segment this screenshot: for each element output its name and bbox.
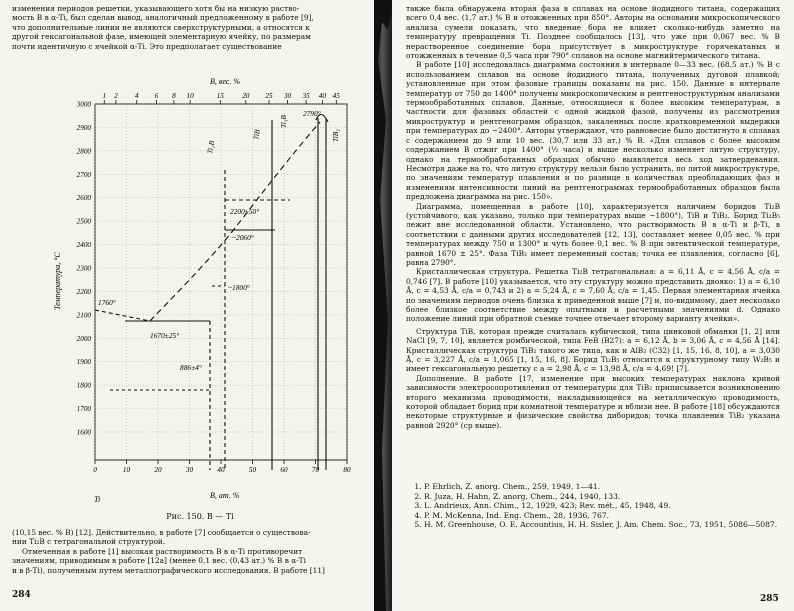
y-tick-label: 1900 [76,358,91,367]
left-top-text [12,4,362,51]
y-axis-ticks [76,101,92,437]
y-tick-label: 2700 [76,170,91,179]
top-tick-label: 40 [318,92,326,100]
paragraph: В работе [10] исследовалась диаграмма состояния в интервале 0—33 вес. (68,5 ат.) % B с использованием сплавов на основе йодидного титана, полученных дуговой плавкой; установленные при этом фазовые границы показаны на рис. 150. Данные в интервале температур от 750 до 1400° получены микроскопическим и рентгеноструктурным анализами термообработанных сплавов. Данные, относящиеся к более высоким температурам, в частности для фазовых областей с одной жидкой фазой, получены из рассмотрения микроструктур и рентгенограмм образцов, закаленных после кратковременной выдержки при температурах до ~2400°. Авторы утверждают, что равновесие было достигнуто в сплавах с содержанием до 9 или 10 вес. (30,7 или 33 ат.) % B. «Для сплавов с более высоким содержанием B отжиг при 1400° (½ часа) и выше несколько изменяет литую структуру, однако на термообработанных образцах обычно выявляется весь ход затвердевания. Несмотря даже на то, что литую структуру нельзя было устранить, по литой микроструктуре, по значениям температур плавления и по разнице в количествах преобладающих фаз и изменениям интенсивности линий на рентгенограммах термообработанных образцов была предложена диаграмма на рис. 150». [406,60,780,202]
top-tick-label: 15 [216,92,224,100]
top-tick-label: 45 [332,92,340,100]
text-line: (10,15 вес. % B) [12]. Действительно, в работе [7] сообщается о существова- [12,528,311,537]
y-tick-label: 1800 [76,381,91,390]
y-tick-label: 1700 [76,405,91,414]
x-tick-label: 70 [311,466,320,474]
x-tick-label: 50 [248,466,257,474]
top-tick-label: 30 [283,92,292,100]
reference-item: 2. R. Juza, H. Hahn, Z. anorg. Chem., 244, 1940, 133. [424,492,780,502]
text-line: нии Ti₂B с тетрагональной структурой. [12,537,166,547]
phase-diagram [20,70,366,510]
text-line: изменения периодов решетки, указывающего хотя бы на низкую раство- [12,4,300,13]
y-tick-label: 2100 [76,311,91,320]
top-tick-label: 20 [242,92,250,100]
paragraph: Диаграмма, помещенная в работе [10], характеризуется наличием боридов Ti₂B (устойчивого, как указано, только при температурах выше ~1800°), TiB и TiB₂. Борид Ti₂B₅ лежит вне исследованной области. Установлено, что растворимость B в α-Ti и β-Ti, в соответствии с данными других исследователей [12, 13], составляет менее 0,05 вес. % при температурах между 750 и 1300° и чуть более 0,1 вес. % B при эвтектической температуре, равной 1670 ± 25°. Фаза TiB₂ имеет переменный состав; точка ее плавления, согласно [6], равна 2790°. [406,201,780,267]
y-tick-label: 2800 [76,147,91,156]
x-tick-label: 0 [93,466,97,474]
top-tick-label: 25 [265,92,273,100]
label-ti3b: Ti₃B [279,115,288,128]
x-axis-ti-label: Ti [94,495,101,504]
y-tick-label: 2400 [76,241,91,250]
x-axis-ticks [93,460,351,474]
label-2790: 2790° [303,109,321,118]
x-tick-label: 40 [217,466,225,474]
top-tick-label: 6 [154,92,159,100]
y-tick-label: 1600 [76,428,91,437]
y-tick-label: 2600 [76,194,91,203]
y-tick-label: 3000 [76,100,91,109]
label-1670: 1670±25° [150,331,180,340]
top-tick-label: 8 [172,92,176,100]
y-tick-label: 2900 [76,123,91,132]
text-line: и в β-Ti), полученным путем металлографического исследования. В работе [11] [12,565,325,575]
label-1800: ~1800° [228,283,250,292]
y-axis-title: Температура, °C [53,252,62,310]
top-tick-label: 2 [114,92,118,100]
top-tick-label: 35 [302,92,310,100]
x-tick-label: 10 [122,466,131,474]
label-2060: ~2060° [232,233,254,242]
label-ti2b: Ti₂B [205,140,217,155]
page-number-right: 285 [760,594,779,604]
phase-lines [95,114,328,470]
x-axis-title: B, ат. % [210,491,240,500]
y-tick-label: 2300 [76,264,91,273]
top-axis-title: B, вес. % [210,77,241,86]
text-line: что дополнительные линии не являются сверхструктурными, а относятся к [12,22,310,32]
figure-caption: Рис. 150. B — Ti [166,512,234,521]
x-tick-label: 20 [154,466,162,474]
x-tick-label: 60 [280,466,288,474]
paragraph: Дополнение. В работе [17, изменение при высоких температурах наклона кривой зависимости электросопротивления от температуры для TiB₂ приписывается возникновению второго механизма проводимости, накладывающейся на металлическую проводимость, которой обладает борид при комнатной температуре и вблизи нее. В работе [18] обсуждаются некоторые структурные и физические свойства диборидов; точка плавления TiB₂ указана равной 2920° (ср выше). [406,373,780,430]
paragraph: Структура TiB, которая прежде считалась кубической, типа цинковой обманки [1, 2] или NaCl [9, 7, 10], является ромбической, типа FeB (B27): a = 6,12 Å, b = 3,06 Å, c = 4,56 Å [14]. Кристаллическая структура TiB₂ такого же типа, как и AlB₂ (C32) [1, 15, 16, 8, 10], a = 3,030 Å, c = 3,227 Å, c/a = 1,065 [1, 15, 16, 8]. Борид Ti₂B₅ относится к структурному типу W₂B₅ и имеет гексагональную решетку с a = 2,98 Å, c = 13,98 Å, c/a = 4,69! [7]. [406,326,780,374]
y-tick-label: 2000 [76,334,91,343]
label-886: 886±4° [180,363,202,372]
liquidus-left [95,310,150,321]
paragraph: также была обнаружена вторая фаза в сплавах на основе йодидного титана, содержащих всего 0,4 вес. (1,7 ат.) % B и отожженных при 850°. Авторы на основании микроскопического анализа сумели показать, что введение бора не влияет сколько-нибудь заметно на температуру превращения Ti. Позднее сообщалось [13], что уже при 0,067 вес. % B нерастворенное соединение бора присутствует в микроструктуре горячекатаных и отожженных в течение 0,5 часа при 790° сплавов на основе магнийтермического титана. [406,4,780,61]
x-tick-label: 80 [343,466,351,474]
y-tick-label: 2200 [76,287,91,296]
right-body-text [406,4,780,430]
text-line: Отмеченная в работе [1] высокая растворимость B в α-Ti противоречит [22,546,303,556]
label-tib2: TiB₂ [331,129,340,142]
text-line: почти идентичную с ячейкой α-Ti. Это предполагает существование [12,41,282,51]
references-list [408,482,780,530]
reference-item: 1. P. Ehrlich, Z. anorg. Chem., 259, 1949, 1—41. [424,482,780,492]
reference-item: 4. P. M. McKenna, Ind. Eng. Chem., 28, 1936, 767. [424,511,780,521]
reference-item: 3. L. Andrieux, Ann. Chim., 12, 1929, 423; Rev. mét., 45, 1948, 49. [424,501,780,511]
text-line: другой гексагональной фазе, имеющей элементарную ячейку, по размерам [12,32,311,42]
text-line: мость B в α-Ti, был сделан вывод, аналогичный предложенному в работе [9], [12,13,314,23]
top-axis-ticks [102,92,340,104]
top-tick-label: 4 [134,92,139,100]
top-tick-label: 10 [186,92,194,100]
page-number-left: 284 [12,590,31,600]
torn-edge [374,0,394,611]
top-tick-label: 1 [102,92,107,100]
grid [95,104,347,460]
reference-item: 5. H. M. Greenhouse, O. E. Accountius, H. H. Sisler, J. Am. Chem. Soc., 73, 1951, 5086—5087. [424,520,780,530]
label-2200: 2200±50° [230,207,260,216]
text-line: значениям, приводимым в работе [12a] (менее 0,1 вес. (0,43 ат.) % B в α-Ti [12,556,306,566]
paragraph: Кристаллическая структура. Решетка Ti₂B тетрагональная: a = 6,11 Å, c = 4,56 Å, c/a = 0,746 [7]. В работе [10] указывается, что эту структуру можно представить двояко: 1) a = 6,10 Å, c = 4,53 Å, c/a = 0,743 и 2) a = 5,24 Å, c = 7,60 Å, c/a = 1,45. Первая элементарная ячейка по значениям периодов очень близка к приведенной выше [7] и, по-видимому, дает несколько более близкое соответствие между опытными и расчетными значениями d. Однако положение линий при обратной съемке точнее отвечает второму варианту ячейки». [406,267,780,324]
label-1760: 1760° [98,298,116,307]
left-page [0,0,376,611]
y-tick-label: 2500 [76,217,91,226]
left-bottom-text [12,528,362,575]
label-tib: TiB [251,128,262,141]
x-tick-label: 30 [185,466,194,474]
